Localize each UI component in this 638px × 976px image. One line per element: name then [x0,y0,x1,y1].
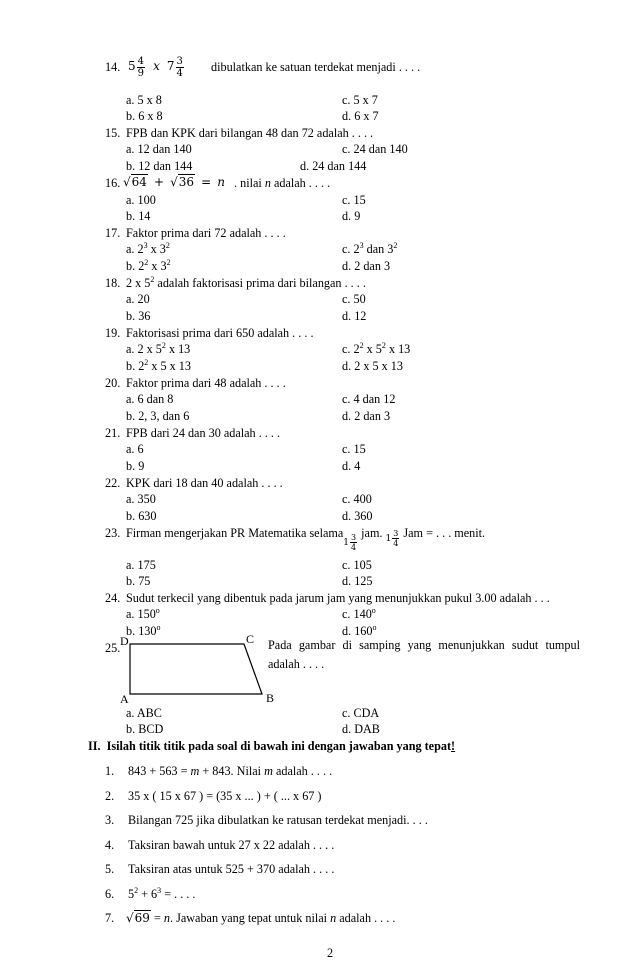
option-b: b. 130$^o$ [126,623,161,638]
fill-item-text: Taksiran atas untuk 525 + 370 adalah . . . . [128,862,335,876]
option-a: a. ABC [126,706,162,720]
option-d: d. 2 dan 3 [342,259,391,273]
option-c: c. 15 [342,193,366,207]
sqrt-expression: √64 + √36 = n [123,175,225,189]
vertex-label-c: C [246,632,255,646]
option-c: c. 140$^o$ [342,606,376,621]
option-a: a. 20 [126,292,150,306]
option-d: d. 160$^o$ [342,623,377,638]
option-c: c. $2^3$ dan $3^2$ [342,241,398,256]
question-number: 16. [105,176,121,190]
fill-item-text: Taksiran bawah untuk 27 x 22 adalah . . . . [128,838,335,852]
vertex-label-a: A [120,692,129,706]
mixed-fraction-expression: 5 $\frac{4}{9}$ x 7 $\frac{3}{4}$ [128,55,183,79]
option-c: c. 15 [342,442,366,456]
option-c: c. 5 x 7 [342,93,378,107]
option-d: d. 24 dan 144 [300,159,367,173]
option-a: a. 6 dan 8 [126,392,174,406]
sqrt-term: √69 [126,911,150,925]
question-number: 22. [105,476,121,490]
fill-item-text: $5^2 + 6^3$ = . . . . [128,886,196,901]
question-number: 21. [105,426,121,440]
fill-item-number: 3. [105,813,115,827]
option-b: b. 2, 3, dan 6 [126,409,190,423]
question-number: 19. [105,326,121,340]
question-number: 20. [105,376,121,390]
question-number: 23. [105,526,121,540]
option-c: c. 4 dan 12 [342,392,396,406]
option-c: c. 105 [342,558,372,572]
question-number: 18. [105,276,121,290]
question-text: Firman mengerjakan PR Matematika selama1 $\frac{3}{4}$ jam. 1 $\frac{3}{4}$ Jam = . . . menit. [126,526,486,552]
fill-item-number: 2. [105,789,115,803]
fill-item-text: 843 + 563 = m + 843. Nilai m adalah . . . . [128,764,333,778]
question-text: dibulatkan ke satuan terdekat menjadi . . . . [211,60,421,74]
trapezoid-figure [118,632,278,708]
option-c: c. CDA [342,706,380,720]
option-d: d. 2 x 5 x 13 [342,359,403,373]
option-b: b. 75 [126,574,151,588]
question-text: Faktor prima dari 72 adalah . . . . [126,226,286,240]
option-a: a. 175 [126,558,156,572]
option-d: d. 12 [342,309,367,323]
option-a: a. 6 [126,442,144,456]
option-b: b. BCD [126,722,164,736]
option-a: a. $2^3$ x $3^2$ [126,241,170,256]
question-text: Pada gambar di samping yang menunjukkan sudut tumpul adalah . . . . [268,638,580,671]
trapezoid-shape [130,644,262,694]
option-a: a. 350 [126,492,156,506]
option-d: d. 360 [342,509,373,523]
option-a: a. 100 [126,193,156,207]
question-text: 2 x $5^2$ adalah faktorisasi prima dari bilangan . . . . [126,275,366,290]
option-c: c. 400 [342,492,372,506]
question-number: 25. [105,641,121,655]
option-b: b. 9 [126,459,145,473]
vertex-label-b: B [266,691,275,705]
section-heading: II. Isilah titik titik pada soal di bawah ini dengan jawaban yang tepat! [88,739,456,753]
question-number: 15. [105,126,121,140]
sqrt-term: √36 [170,175,195,189]
question-text: Sudut terkecil yang dibentuk pada jarum jam yang menunjukkan pukul 3.00 adalah . . . [126,591,550,605]
sqrt-term: √64 [123,175,147,189]
option-d: d. 6 x 7 [342,109,379,123]
option-a: a. 12 dan 140 [126,142,192,156]
option-b: b. $2^2$ x $3^2$ [126,258,171,273]
fill-item-number: 1. [105,764,115,778]
question-text: Faktorisasi prima dari 650 adalah . . . . [126,326,314,340]
option-b: b. 36 [126,309,151,323]
fill-item-text: 35 x ( 15 x 67 ) = (35 x ... ) + ( ... x 67 ) [128,789,322,803]
fill-item-text: √69 = n. Jawaban yang tepat untuk nilai n adalah . . . . [126,911,396,925]
option-b: b. 14 [126,209,151,223]
question-text: . nilai n adalah . . . . [234,176,331,190]
option-a: a. 2 x $5^2$ x 13 [126,341,191,356]
page-number: 2 [327,946,334,960]
option-d: d. 9 [342,209,361,223]
option-a: a. 150$^o$ [126,606,160,621]
fill-item-number: 5. [105,862,115,876]
fill-item-number: 4. [105,838,115,852]
option-b: b. $2^2$ x 5 x 13 [126,358,191,373]
question-number: 17. [105,226,121,240]
option-d: d. 4 [342,459,361,473]
fill-item-number: 6. [105,887,115,901]
vertex-label-d: D [120,634,129,648]
option-b: b. 630 [126,509,157,523]
option-c: c. 24 dan 140 [342,142,408,156]
question-number: 14. [105,60,121,74]
question-text: FPB dan KPK dari bilangan 48 dan 72 adalah . . . . [126,126,374,140]
question-text: FPB dari 24 dan 30 adalah . . . . [126,426,281,440]
option-c: c. $2^2$ x $5^2$ x 13 [342,341,411,356]
question-text: KPK dari 18 dan 40 adalah . . . . [126,476,283,490]
fill-item-text: Bilangan 725 jika dibulatkan ke ratusan terdekat menjadi. . . . [128,813,428,827]
question-text: Faktor prima dari 48 adalah . . . . [126,376,286,390]
option-d: d. 2 dan 3 [342,409,391,423]
option-b: b. 12 dan 144 [126,159,193,173]
option-b: b. 6 x 8 [126,109,163,123]
fill-item-number: 7. [105,911,115,925]
option-d: d. DAB [342,722,380,736]
question-number: 24. [105,591,121,605]
option-c: c. 50 [342,292,366,306]
option-d: d. 125 [342,574,373,588]
option-a: a. 5 x 8 [126,93,162,107]
